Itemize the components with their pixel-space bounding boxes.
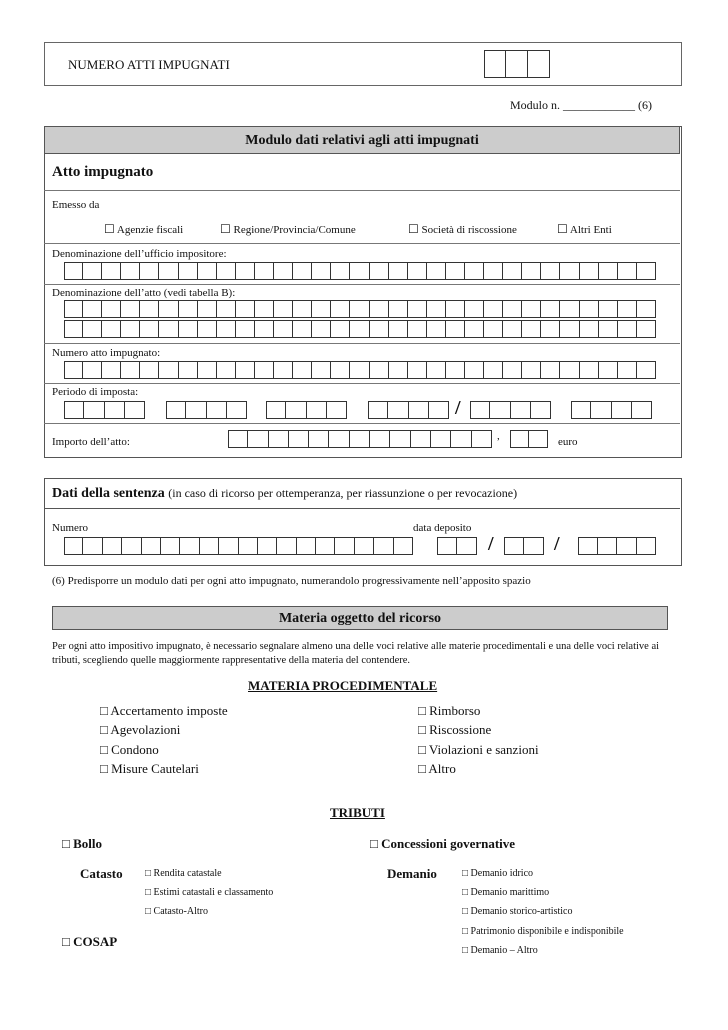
input-cell[interactable] [370,262,389,280]
input-cell[interactable] [227,401,247,419]
catasto-label: Catasto [80,866,123,881]
input-cell[interactable] [102,361,121,379]
checkbox-icon[interactable]: ☐ [220,222,231,236]
deposito-year-cells[interactable] [578,537,656,555]
input-cell[interactable] [591,401,611,419]
input-cell[interactable] [327,401,347,419]
input-cell[interactable] [140,300,159,318]
divider [44,343,680,344]
input-cell[interactable] [571,401,591,419]
option-regione[interactable] [220,222,356,237]
input-cell[interactable] [331,320,350,338]
input-cell[interactable] [503,300,522,318]
option-label: Altri Enti [569,224,612,236]
checkbox-icon[interactable]: ☐ [408,222,419,236]
input-cell[interactable] [239,537,258,555]
proc-right-3[interactable]: □ Altro [418,761,456,776]
input-cell[interactable] [408,262,427,280]
input-cell[interactable] [484,361,503,379]
periodo-cells-2[interactable] [166,401,247,419]
periodo-cells-3[interactable] [266,401,347,419]
input-cell[interactable] [277,537,296,555]
input-cell[interactable] [248,430,268,448]
input-cell[interactable] [198,361,217,379]
sentenza-numero-label: Numero [52,522,89,534]
numero-atto-cells[interactable] [64,361,656,379]
input-cell[interactable] [236,300,255,318]
input-cell[interactable] [446,262,465,280]
proc-left-3[interactable]: □ Misure Cautelari [100,761,199,776]
input-cell[interactable] [580,262,599,280]
atto-label: Denominazione dell’atto (vedi tabella B): [52,287,236,299]
input-cell[interactable] [560,300,579,318]
input-cell[interactable] [580,361,599,379]
input-cell[interactable] [64,537,83,555]
input-cell[interactable] [374,537,393,555]
periodo-label: Periodo di imposta: [52,386,139,398]
input-cell[interactable] [637,361,656,379]
input-cell[interactable] [293,361,312,379]
input-cell[interactable] [255,361,274,379]
tributi-title: TRIBUTI [330,805,385,820]
input-cell[interactable] [329,430,349,448]
input-cell[interactable] [335,537,354,555]
input-cell[interactable] [293,262,312,280]
input-cell[interactable] [541,320,560,338]
checkbox-icon[interactable]: ☐ [557,222,568,236]
input-cell[interactable] [312,320,331,338]
input-cell[interactable] [427,320,446,338]
input-cell[interactable] [217,361,236,379]
input-cell[interactable] [198,300,217,318]
input-cell[interactable] [370,320,389,338]
input-cell[interactable] [198,262,217,280]
input-cell[interactable] [105,401,125,419]
materia-title: Materia oggetto del ricorso [52,606,668,630]
input-cell[interactable] [522,262,541,280]
divider [44,190,680,191]
demanio-item-1[interactable]: □ Demanio marittimo [462,887,550,898]
footnote-6: (6) Predisporre un modulo dati per ogni atto impugnato, numerandolo progressivamente nell’apposito spazio [52,575,531,587]
input-cell[interactable] [465,262,484,280]
input-cell[interactable] [541,361,560,379]
numero-atti-cells[interactable] [484,50,550,78]
input-cell[interactable] [437,537,457,555]
input-cell[interactable] [541,300,560,318]
input-cell[interactable] [102,262,121,280]
input-cell[interactable] [83,537,102,555]
ufficio-cells[interactable] [64,262,656,280]
input-cell[interactable] [64,300,83,318]
input-cell[interactable] [297,537,316,555]
input-cell[interactable] [83,320,102,338]
proc-left-1[interactable]: □ Agevolazioni [100,722,181,737]
input-cell[interactable] [470,401,490,419]
euro-label: euro [558,436,578,448]
input-cell[interactable] [179,320,198,338]
divider [44,243,680,244]
input-cell[interactable] [266,401,286,419]
input-cell[interactable] [598,537,618,555]
input-cell[interactable] [83,262,102,280]
input-cell[interactable] [599,262,618,280]
input-cell[interactable] [140,361,159,379]
input-cell[interactable] [179,300,198,318]
demanio-item-2[interactable]: □ Demanio storico-artistico [462,906,573,917]
input-cell[interactable] [312,300,331,318]
input-cell[interactable] [408,320,427,338]
input-cell[interactable] [632,401,652,419]
input-cell[interactable] [503,262,522,280]
input-cell[interactable] [560,361,579,379]
input-cell[interactable] [599,361,618,379]
input-cell[interactable] [255,262,274,280]
input-cell[interactable] [312,361,331,379]
input-cell[interactable] [274,300,293,318]
input-cell[interactable] [429,401,449,419]
input-cell[interactable] [217,300,236,318]
input-cell[interactable] [159,361,178,379]
input-cell[interactable] [142,537,161,555]
input-cell[interactable] [198,320,217,338]
input-cell[interactable] [490,401,510,419]
option-label: Regione/Provincia/Comune [233,224,356,236]
input-cell[interactable] [269,430,289,448]
input-cell[interactable] [64,361,83,379]
input-cell[interactable] [207,401,227,419]
input-cell[interactable] [312,262,331,280]
input-cell[interactable] [465,361,484,379]
materia-description: Per ogni atto impositivo impugnato, è necessario segnalare almeno una delle voci relative alle materie procedimentali e una delle voci relative ai tributi, scegliendo quelle maggiormente rappresentative della materia del contendere. [52,641,660,666]
input-cell[interactable] [408,361,427,379]
proc-left-2[interactable]: □ Condono [100,742,159,757]
input-cell[interactable] [179,262,198,280]
input-cell[interactable] [236,262,255,280]
input-cell[interactable] [390,430,410,448]
input-cell[interactable] [524,537,544,555]
input-cell[interactable] [529,430,548,448]
input-cell[interactable] [64,401,84,419]
input-cell[interactable] [457,537,477,555]
input-cell[interactable] [83,300,102,318]
input-cell[interactable] [331,361,350,379]
periodo-cells-6[interactable] [571,401,652,419]
input-cell[interactable] [166,401,186,419]
input-cell[interactable] [618,300,637,318]
input-cell[interactable] [64,262,83,280]
input-cell[interactable] [186,401,206,419]
input-cell[interactable] [274,361,293,379]
input-cell[interactable] [370,430,390,448]
input-cell[interactable] [522,300,541,318]
periodo-cells-1[interactable] [64,401,145,419]
data-deposito-label: data deposito [413,522,472,534]
input-cell[interactable] [121,300,140,318]
proc-right-0[interactable]: □ Rimborso [418,703,481,718]
input-cell[interactable] [159,262,178,280]
input-cell[interactable] [83,361,102,379]
input-cell[interactable] [427,361,446,379]
demanio-item-4[interactable]: □ Demanio – Altro [462,945,538,956]
input-cell[interactable] [446,320,465,338]
input-cell[interactable] [427,262,446,280]
input-cell[interactable] [612,401,632,419]
input-cell[interactable] [228,430,248,448]
input-cell[interactable] [411,430,431,448]
input-cell[interactable] [510,430,529,448]
divider [44,423,680,424]
modulo-number: Modulo n. ____________ (6) [510,98,652,112]
input-cell[interactable] [637,262,656,280]
input-cell[interactable] [503,320,522,338]
input-cell[interactable] [293,320,312,338]
input-cell[interactable] [504,537,524,555]
input-cell[interactable] [316,537,335,555]
input-cell[interactable] [465,300,484,318]
input-cell[interactable] [350,300,369,318]
deposito-slash-1: / [488,533,494,555]
divider [44,383,680,384]
input-cell[interactable] [236,361,255,379]
input-cell[interactable] [389,320,408,338]
input-cell[interactable] [140,262,159,280]
sentenza-title-text: Dati della sentenza [52,486,165,501]
ufficio-label: Denominazione dell’ufficio impositore: [52,248,227,260]
input-cell[interactable] [409,401,429,419]
option-agenzie[interactable] [104,222,183,237]
input-cell[interactable] [159,300,178,318]
input-cell[interactable] [580,320,599,338]
input-cell[interactable] [125,401,145,419]
atti-section-title: Modulo dati relativi agli atti impugnati [44,126,680,154]
input-cell[interactable] [159,320,178,338]
importo-comma: , [497,430,500,442]
input-cell[interactable] [472,430,492,448]
deposito-day-cells[interactable] [437,537,477,555]
input-cell[interactable] [217,262,236,280]
catasto-item-0[interactable]: □ Rendita catastale [145,868,222,879]
input-cell[interactable] [331,262,350,280]
proc-right-2[interactable]: □ Violazioni e sanzioni [418,742,539,757]
input-cell[interactable] [580,300,599,318]
input-cell[interactable] [258,537,277,555]
input-cell[interactable] [389,300,408,318]
input-cell[interactable] [179,361,198,379]
input-cell[interactable] [389,262,408,280]
bollo-option[interactable]: □ Bollo [62,836,102,851]
sentenza-title [52,486,517,502]
input-cell[interactable] [511,401,531,419]
input-cell[interactable] [331,300,350,318]
proc-title: MATERIA PROCEDIMENTALE [248,678,438,693]
input-cell[interactable] [84,401,104,419]
catasto-item-2[interactable]: □ Catasto-Altro [145,906,208,917]
sentenza-numero-cells[interactable] [64,537,413,555]
importo-decimal-cells[interactable] [510,430,548,448]
concessioni-option[interactable]: □ Concessioni governative [370,836,516,851]
input-cell[interactable] [368,401,388,419]
option-altri-enti[interactable] [557,222,612,237]
input-cell[interactable] [599,300,618,318]
input-cell[interactable] [255,320,274,338]
cosap-option[interactable]: □ COSAP [62,934,118,949]
input-cell[interactable] [370,300,389,318]
input-cell[interactable] [617,537,637,555]
deposito-slash-2: / [554,533,560,555]
input-cell[interactable] [140,320,159,338]
input-cell[interactable] [103,537,122,555]
input-cell[interactable] [350,430,370,448]
input-cell[interactable] [388,401,408,419]
input-cell[interactable] [427,300,446,318]
input-cell[interactable] [394,537,413,555]
input-cell[interactable] [102,320,121,338]
input-cell[interactable] [161,537,180,555]
input-cell[interactable] [637,300,656,318]
numero-atto-label: Numero atto impugnato: [52,347,161,359]
emesso-da-label: Emesso da [52,199,100,211]
input-cell[interactable] [180,537,199,555]
input-cell[interactable] [255,300,274,318]
input-cell[interactable] [637,320,656,338]
input-cell[interactable] [389,361,408,379]
input-cell[interactable] [578,537,598,555]
numero-atti-label: NUMERO ATTI IMPUGNATI [68,57,230,72]
input-cell[interactable] [121,262,140,280]
demanio-label: Demanio [387,866,437,881]
input-cell[interactable] [289,430,309,448]
input-cell[interactable] [307,401,327,419]
input-cell[interactable] [560,262,579,280]
sentenza-title-note: (in caso di ricorso per ottemperanza, per riassunzione o per revocazione) [168,486,518,500]
input-cell[interactable] [121,320,140,338]
periodo-cells-4[interactable] [368,401,449,419]
input-cell[interactable] [102,300,121,318]
input-cell[interactable] [618,320,637,338]
atto-cells-row2[interactable] [64,320,656,338]
input-cell[interactable] [637,537,657,555]
input-cell[interactable] [219,537,238,555]
input-cell[interactable] [465,320,484,338]
catasto-item-1[interactable]: □ Estimi catastali e classamento [145,887,274,898]
input-cell[interactable] [484,320,503,338]
input-cell[interactable] [309,430,329,448]
input-cell[interactable] [618,262,637,280]
demanio-item-0[interactable]: □ Demanio idrico [462,868,534,879]
input-cell[interactable] [121,361,140,379]
input-cell[interactable] [599,320,618,338]
input-cell[interactable] [350,320,369,338]
option-label: Società di riscossione [421,224,517,236]
input-cell[interactable] [217,320,236,338]
atto-impugnato-heading: Atto impugnato [52,164,154,180]
proc-left-0[interactable]: □ Accertamento imposte [100,703,228,718]
input-cell[interactable] [293,300,312,318]
importo-cells[interactable] [228,430,492,448]
input-cell[interactable] [236,320,255,338]
input-cell[interactable] [446,361,465,379]
input-cell[interactable] [355,537,374,555]
divider [44,284,680,285]
input-cell[interactable] [431,430,451,448]
input-cell[interactable] [484,300,503,318]
deposito-month-cells[interactable] [504,537,544,555]
input-cell[interactable] [274,262,293,280]
input-cell[interactable] [541,262,560,280]
periodo-cells-5[interactable] [470,401,551,419]
atto-cells-row1[interactable] [64,300,656,318]
option-societa[interactable] [408,222,517,237]
input-cell[interactable] [503,361,522,379]
input-cell[interactable] [286,401,306,419]
importo-label: Importo dell’atto: [52,436,130,448]
input-cell[interactable] [408,300,427,318]
input-cell[interactable] [522,320,541,338]
proc-right-1[interactable]: □ Riscossione [418,722,492,737]
input-cell[interactable] [618,361,637,379]
input-cell[interactable] [200,537,219,555]
input-cell[interactable] [560,320,579,338]
input-cell[interactable] [484,262,503,280]
input-cell[interactable] [451,430,471,448]
input-cell[interactable] [64,320,83,338]
input-cell[interactable] [446,300,465,318]
input-cell[interactable] [274,320,293,338]
checkbox-icon[interactable]: ☐ [104,222,115,236]
input-cell[interactable] [370,361,389,379]
input-cell[interactable] [122,537,141,555]
input-cell[interactable] [522,361,541,379]
option-label: Agenzie fiscali [116,224,184,236]
demanio-item-3[interactable]: □ Patrimonio disponibile e indisponibile [462,926,624,937]
input-cell[interactable] [350,262,369,280]
input-cell[interactable] [350,361,369,379]
input-cell[interactable] [531,401,551,419]
periodo-slash: / [455,397,461,419]
